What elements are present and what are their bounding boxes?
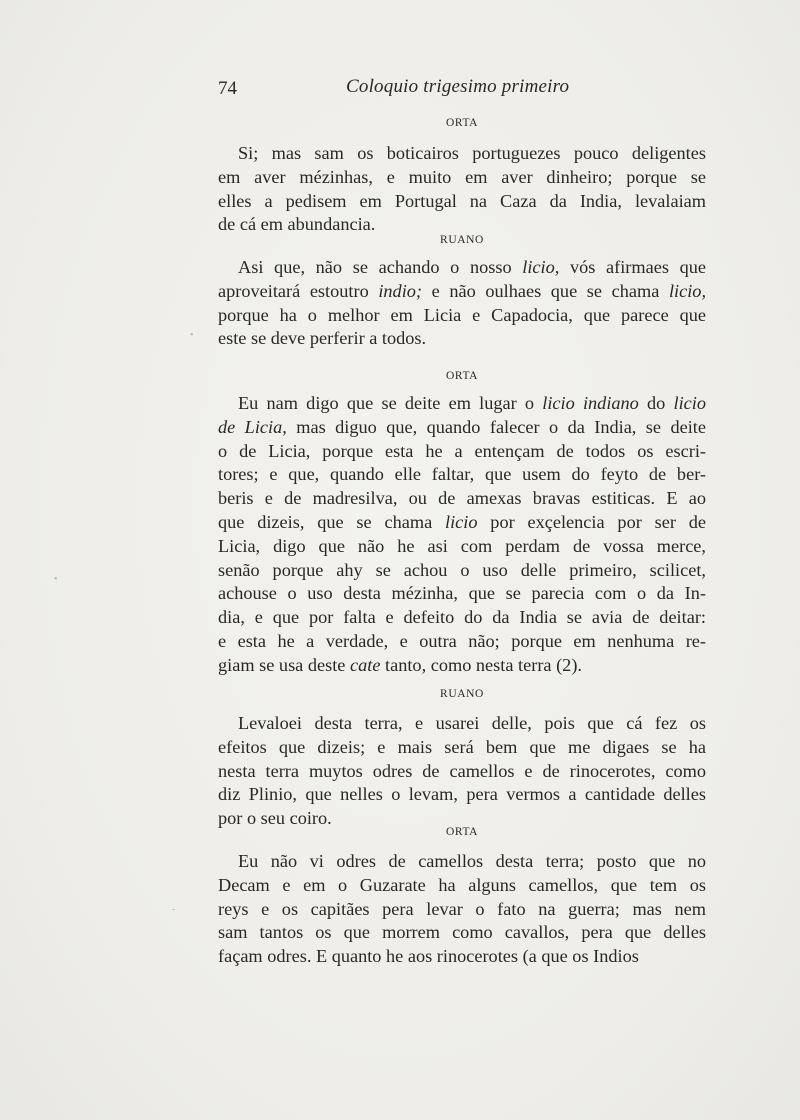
text-run: beris e de madresilva, ou de amexas bravas estiticas. E ao bbox=[218, 488, 706, 509]
text-run: e esta he a verdade, e outra não; porque em nenhuma re- bbox=[218, 630, 706, 651]
text-run: façam odres. E quanto he aos rinocerotes (a que os Indios bbox=[218, 946, 639, 967]
text-line bbox=[218, 630, 706, 654]
text-run: diz Plinio, que nelles o levam, pera vermos a cantidade delles bbox=[218, 784, 706, 805]
text-run: elles a pedisem em Portugal na Caza da India, levalaiam bbox=[218, 190, 706, 211]
stray-mark: • bbox=[54, 574, 58, 585]
speaker-label: ORTA bbox=[445, 826, 479, 838]
text-run: aproveitará estoutro bbox=[218, 280, 379, 301]
text-line bbox=[218, 487, 706, 511]
dialogue-paragraph bbox=[218, 142, 706, 237]
text-line bbox=[218, 736, 706, 760]
text-run: mas diguo que, quando falecer o da India, se deite bbox=[286, 416, 706, 437]
text-line bbox=[218, 440, 706, 464]
italic-term: indio; bbox=[378, 280, 422, 301]
text-line bbox=[218, 850, 706, 874]
text-line bbox=[218, 760, 706, 784]
text-run: Licia, digo que não he asi com perdam de vossa merce, bbox=[218, 535, 706, 556]
text-line bbox=[218, 392, 706, 416]
text-line bbox=[218, 511, 706, 535]
text-run: em aver mézinhas, e muito em aver dinheiro; porque se bbox=[218, 166, 706, 187]
stray-mark: • bbox=[190, 330, 194, 341]
text-line bbox=[218, 654, 706, 678]
text-run: porque ha o melhor em Licia e Capadocia, que parece que bbox=[218, 304, 706, 325]
text-run: giam se usa deste bbox=[218, 654, 350, 675]
text-run: Eu nam digo que se deite em lugar o bbox=[238, 393, 543, 413]
text-line bbox=[218, 142, 706, 166]
text-line bbox=[218, 606, 706, 630]
text-line bbox=[218, 280, 706, 304]
text-line bbox=[218, 712, 706, 736]
text-line bbox=[218, 898, 706, 922]
text-run: o de Licia, porque esta he a entençam de todos os escri- bbox=[218, 440, 706, 461]
text-run: Eu não vi odres de camellos desta terra; posto que no bbox=[238, 851, 706, 871]
text-run: de cá em abundancia. bbox=[218, 214, 376, 235]
dialogue-paragraph bbox=[218, 392, 706, 678]
text-run: Si; mas sam os boticairos portuguezes pouco deligentes bbox=[238, 143, 706, 163]
text-line bbox=[218, 559, 706, 583]
text-run: dia, e que por falta e defeito do da India se avia de deitar: bbox=[218, 607, 706, 628]
text-run: nesta terra muytos odres de camellos e de rinocerotes, como bbox=[218, 760, 706, 781]
text-line bbox=[218, 921, 706, 945]
italic-term: de Licia, bbox=[218, 416, 287, 437]
text-run: vós afirmaes que bbox=[559, 257, 706, 277]
speaker-label: ORTA bbox=[445, 370, 479, 382]
speaker-label: RUANO bbox=[440, 688, 484, 700]
italic-term: licio indiano bbox=[542, 393, 639, 413]
text-run: sam tantos os que morrem como cavallos, pera que delles bbox=[218, 922, 706, 943]
text-run: senão porque ahy se achou o uso delle primeiro, scilicet, bbox=[218, 559, 706, 580]
italic-term: licio bbox=[673, 393, 707, 413]
text-run: achouse o uso desta mézinha, que se parecia com o da In- bbox=[218, 583, 706, 604]
text-line bbox=[218, 874, 706, 898]
text-line bbox=[218, 535, 706, 559]
speaker-label: RUANO bbox=[440, 234, 484, 246]
text-line bbox=[218, 256, 706, 280]
running-title: Coloquio trigesimo primeiro bbox=[346, 76, 570, 97]
text-run: que dizeis, que se chama bbox=[218, 511, 445, 532]
text-run: tanto, como nesta terra (2). bbox=[380, 654, 582, 675]
text-run: Asi que, não se achando o nosso bbox=[238, 257, 523, 277]
page-number: 74 bbox=[218, 78, 237, 99]
text-line bbox=[218, 304, 706, 328]
text-line bbox=[218, 416, 706, 440]
text-run: e não oulhaes que se chama bbox=[422, 280, 669, 301]
text-line bbox=[218, 327, 706, 351]
italic-term: licio, bbox=[522, 257, 560, 277]
text-line bbox=[218, 463, 706, 487]
text-line bbox=[218, 582, 706, 606]
speaker-label: ORTA bbox=[445, 117, 479, 129]
text-run: tores; e que, quando elle faltar, que usem do feyto de ber- bbox=[218, 464, 706, 485]
text-line bbox=[218, 166, 706, 190]
text-run: efeitos que dizeis; e mais será bem que me digaes se ha bbox=[218, 736, 706, 757]
text-run: reys e os capitães pera levar o fato na guerra; mas nem bbox=[218, 898, 706, 919]
italic-term: licio, bbox=[668, 280, 707, 301]
stray-mark: - bbox=[172, 904, 176, 915]
italic-term: licio bbox=[445, 511, 478, 532]
dialogue-paragraph bbox=[218, 850, 706, 969]
text-run: por o seu coiro. bbox=[218, 808, 332, 829]
italic-term: cate bbox=[350, 654, 381, 675]
text-run: Decam e em o Guzarate ha alguns camellos, que tem os bbox=[218, 874, 706, 895]
text-line bbox=[218, 190, 706, 214]
text-run: do bbox=[638, 393, 674, 413]
page-header bbox=[218, 76, 706, 106]
text-run: Levaloei desta terra, e usarei delle, pois que cá fez os bbox=[238, 713, 706, 733]
text-run: este se deve perferir a todos. bbox=[218, 328, 427, 349]
text-line bbox=[218, 783, 706, 807]
text-line bbox=[218, 945, 706, 969]
dialogue-paragraph bbox=[218, 256, 706, 351]
text-run: por exçelencia por ser de bbox=[477, 511, 706, 532]
dialogue-paragraph bbox=[218, 712, 706, 831]
